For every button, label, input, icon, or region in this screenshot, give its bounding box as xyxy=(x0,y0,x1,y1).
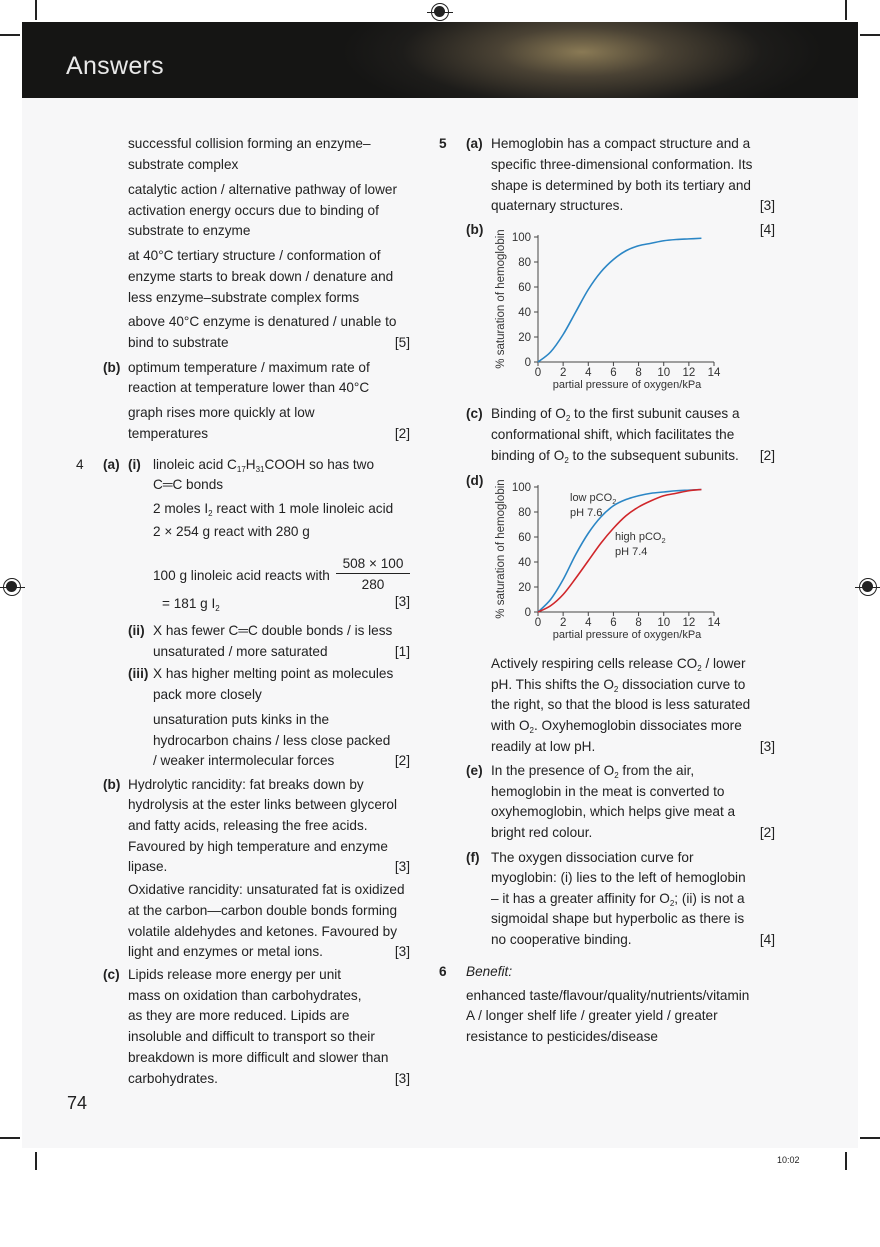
text-line: A / longer shelf life / greater yield / greater xyxy=(466,1008,718,1023)
x-tick-label: 12 xyxy=(682,617,696,629)
text-line: breakdown is more difficult and slower than xyxy=(128,1050,389,1065)
text-line: pack more closely xyxy=(153,687,262,702)
part-label: (b) xyxy=(103,777,121,792)
fraction-denominator: 280 xyxy=(361,577,385,592)
text-line: sigmoidal shape but hyperbolic as there is xyxy=(491,911,745,926)
text-line: Hydrolytic rancidity: fat breaks down by xyxy=(128,777,364,792)
text-line: reaction at temperature lower than 40°C xyxy=(128,380,370,395)
text-line: carbohydrates. xyxy=(128,1071,218,1086)
text-line xyxy=(491,761,694,782)
subpart-label: (ii) xyxy=(128,623,145,638)
text-line: activation energy occurs due to binding of xyxy=(128,203,379,218)
text-line: hemoglobin in the meat is converted to xyxy=(491,784,725,799)
question-number: 4 xyxy=(76,457,84,472)
text-line: substrate complex xyxy=(128,157,239,172)
y-tick-label: 20 xyxy=(518,332,531,344)
x-tick-label: 8 xyxy=(635,617,642,629)
text-span: to the subsequent subunits. xyxy=(568,448,739,463)
page-number: 74 xyxy=(67,1093,88,1113)
y-axis-label: % saturation of hemoglobin xyxy=(495,229,507,369)
subscript: 31 xyxy=(255,465,265,474)
annotation-low-ph: pH 7.6 xyxy=(570,507,603,519)
mark: [4] xyxy=(759,932,775,947)
text-line: volatile aldehydes and ketones. Favoured by xyxy=(128,924,398,939)
subscript: 17 xyxy=(236,465,246,474)
x-axis-label: partial pressure of oxygen/kPa xyxy=(552,629,702,641)
text-line: enhanced taste/flavour/quality/nutrients/vitamin xyxy=(466,988,750,1003)
y-axis-label: % saturation of hemoglobin xyxy=(495,479,507,619)
oxygen-dissociation-chart xyxy=(490,224,740,396)
series-line-0 xyxy=(538,238,701,362)
part-label: (c) xyxy=(103,967,120,982)
y-tick-label: 0 xyxy=(524,357,531,369)
part-label: (e) xyxy=(466,763,483,778)
text-line: Favoured by high temperature and enzyme xyxy=(128,839,388,854)
x-tick-label: 6 xyxy=(610,617,617,629)
text-line: 100 g linoleic acid reacts with xyxy=(153,568,330,583)
text-span: COOH so has two xyxy=(264,457,375,472)
text-line: Lipids release more energy per unit xyxy=(128,967,342,982)
text-line xyxy=(491,654,746,675)
text-line: Oxidative rancidity: unsaturated fat is oxidized xyxy=(128,882,405,897)
part-label: (b) xyxy=(466,222,484,237)
text-span: dissociation curve to xyxy=(618,677,746,692)
mark: [3] xyxy=(394,859,410,874)
mark: [3] xyxy=(394,944,410,959)
print-time: 10:02 xyxy=(777,1155,800,1165)
text-line: X has higher melting point as molecules xyxy=(153,666,394,681)
y-tick-label: 100 xyxy=(511,232,531,244)
text-line: oxyhemoglobin, which helps give meat a xyxy=(491,804,736,819)
x-tick-label: 0 xyxy=(534,617,542,629)
part-label: (a) xyxy=(103,457,120,472)
text-line xyxy=(491,404,740,425)
annotation-high-pco2 xyxy=(615,531,666,545)
text-line: resistance to pesticides/disease xyxy=(466,1029,658,1044)
x-tick-label: 12 xyxy=(682,367,696,379)
text-line: substrate to enzyme xyxy=(128,223,251,238)
oxygen-dissociation-chart-co2 xyxy=(490,474,740,646)
text-line: myoglobin: (i) lies to the left of hemoglobin xyxy=(491,870,746,885)
text-line: X has fewer C═C double bonds / is less xyxy=(153,623,393,638)
text-line: lipase. xyxy=(128,859,168,874)
subscript: 2 xyxy=(613,685,619,694)
subscript: 2 xyxy=(215,604,220,613)
text-line: and fatty acids, releasing the free acids. xyxy=(128,818,368,833)
x-tick-label: 6 xyxy=(610,367,617,379)
text-line: optimum temperature / maximum rate of xyxy=(128,360,370,375)
mark: [2] xyxy=(759,825,775,840)
text-line: 2 × 254 g react with 280 g xyxy=(153,524,310,539)
text-line: the right, so that the blood is less saturated xyxy=(491,697,751,712)
text-span: with O xyxy=(491,718,530,733)
text-line: shape is determined by both its tertiary and xyxy=(491,178,751,193)
question-number: 6 xyxy=(439,964,447,979)
annotation-high-ph: pH 7.4 xyxy=(615,546,648,558)
text-line: no cooperative binding. xyxy=(491,932,632,947)
subpart-label: (iii) xyxy=(128,666,149,681)
text-line: enzyme starts to break down / denature and xyxy=(128,269,394,284)
text-span: 2 moles I xyxy=(153,501,209,516)
x-tick-label: 10 xyxy=(657,617,671,629)
text-line: bind to substrate xyxy=(128,335,229,350)
mark: [4] xyxy=(759,222,775,237)
text-span: from the air, xyxy=(618,763,695,778)
text-line: catalytic action / alternative pathway of lower xyxy=(128,182,397,197)
part-label: (d) xyxy=(466,473,484,488)
x-tick-label: 14 xyxy=(707,617,721,629)
x-tick-label: 4 xyxy=(585,617,592,629)
part-label: (b) xyxy=(103,360,121,375)
mark: [1] xyxy=(394,644,410,659)
annotation-subscript: 2 xyxy=(661,536,666,545)
x-tick-label: 8 xyxy=(635,367,642,379)
text-line: readily at low pH. xyxy=(491,739,596,754)
text-line: Hemoglobin has a compact structure and a xyxy=(491,136,751,151)
text-line: above 40°C enzyme is denatured / unable to xyxy=(128,314,397,329)
subscript: 2 xyxy=(669,899,675,908)
annotation-subscript: 2 xyxy=(612,497,617,506)
mark: [2] xyxy=(759,448,775,463)
text-line: successful collision forming an enzyme– xyxy=(128,136,371,151)
text-span: Binding of O xyxy=(491,406,566,421)
part-label: (f) xyxy=(466,850,480,865)
text-span: to the first subunit causes a xyxy=(570,406,740,421)
text-span: – it has a greater affinity for O xyxy=(491,891,670,906)
x-tick-label: 14 xyxy=(707,367,721,379)
text-line: as they are more reduced. Lipids are xyxy=(128,1008,350,1023)
text-line: bright red colour. xyxy=(491,825,593,840)
subpart-label: (i) xyxy=(128,457,141,472)
text-line: hydrolysis at the ester links between glycerol xyxy=(128,797,397,812)
y-tick-label: 80 xyxy=(518,507,531,519)
text-span: H xyxy=(245,457,256,472)
text-line: temperatures xyxy=(128,426,209,441)
text-span: In the presence of O xyxy=(491,763,615,778)
part-label: (a) xyxy=(466,136,483,151)
mark: [5] xyxy=(394,335,410,350)
annotation-text: high pCO xyxy=(615,531,662,543)
text-span: react with 1 mole linoleic acid xyxy=(212,501,394,516)
y-tick-label: 60 xyxy=(518,532,531,544)
text-line: at 40°C tertiary structure / conformation of xyxy=(128,248,381,263)
text-line: quaternary structures. xyxy=(491,198,624,213)
text-span: binding of O xyxy=(491,448,565,463)
subscript: 2 xyxy=(529,726,534,735)
y-tick-label: 100 xyxy=(511,482,531,494)
text-line: Benefit: xyxy=(466,964,513,979)
x-axis-label: partial pressure of oxygen/kPa xyxy=(552,379,702,391)
subscript: 2 xyxy=(565,414,571,423)
text-line: C═C bonds xyxy=(153,477,224,492)
y-tick-label: 80 xyxy=(518,257,531,269)
text-line: unsaturation puts kinks in the xyxy=(153,712,330,727)
x-tick-label: 10 xyxy=(657,367,671,379)
header-title: Answers xyxy=(66,52,164,80)
y-tick-label: 60 xyxy=(518,282,531,294)
text-span: / lower xyxy=(701,656,746,671)
text-line: / weaker intermolecular forces xyxy=(153,753,335,768)
annotation-text: low pCO xyxy=(570,492,613,504)
text-line: The oxygen dissociation curve for xyxy=(491,850,694,865)
text-span: = 181 g I xyxy=(162,596,216,611)
mark: [3] xyxy=(394,1071,410,1086)
text-line: insoluble and difficult to transport so their xyxy=(128,1029,375,1044)
text-line: specific three-dimensional conformation. Its xyxy=(491,157,753,172)
mark: [3] xyxy=(394,594,410,609)
text-line: light and enzymes or metal ions. xyxy=(128,944,323,959)
mark: [2] xyxy=(394,426,410,441)
x-tick-label: 2 xyxy=(559,367,567,379)
subscript: 2 xyxy=(208,509,213,518)
text-line: graph rises more quickly at low xyxy=(128,405,315,420)
text-line: hydrocarbon chains / less close packed xyxy=(153,733,391,748)
x-tick-label: 0 xyxy=(534,367,542,379)
text-line: mass on oxidation than carbohydrates, xyxy=(128,988,362,1003)
x-tick-label: 4 xyxy=(585,367,592,379)
x-tick-label: 2 xyxy=(559,617,567,629)
text-span: . Oxyhemoglobin dissociates more xyxy=(533,718,742,733)
text-span: ; (ii) is not a xyxy=(674,891,745,906)
text-span: Actively respiring cells release CO xyxy=(491,656,698,671)
y-tick-label: 40 xyxy=(518,557,531,569)
text-span: pH. This shifts the O xyxy=(491,677,614,692)
annotation-low-pco2 xyxy=(570,492,616,506)
subscript: 2 xyxy=(614,771,619,780)
text-line: conformational shift, which facilitates the xyxy=(491,427,735,442)
subscript: 2 xyxy=(564,456,569,465)
text-line xyxy=(491,675,745,696)
y-tick-label: 0 xyxy=(524,607,531,619)
subscript: 2 xyxy=(697,664,702,673)
text-line: less enzyme–substrate complex forms xyxy=(128,290,360,305)
y-tick-label: 20 xyxy=(518,582,531,594)
part-label: (c) xyxy=(466,406,483,421)
text-line: unsaturated / more saturated xyxy=(153,644,328,659)
text-line xyxy=(491,889,745,910)
mark: [3] xyxy=(759,198,775,213)
question-number: 5 xyxy=(439,136,447,151)
mark: [2] xyxy=(394,753,410,768)
y-tick-label: 40 xyxy=(518,307,531,319)
text-line xyxy=(491,716,742,737)
fraction-numerator: 508 × 100 xyxy=(336,555,410,574)
text-line: at the carbon—carbon double bonds forming xyxy=(128,903,398,918)
mark: [3] xyxy=(759,739,775,754)
text-span: linoleic acid C xyxy=(153,457,237,472)
text-line xyxy=(491,446,739,467)
